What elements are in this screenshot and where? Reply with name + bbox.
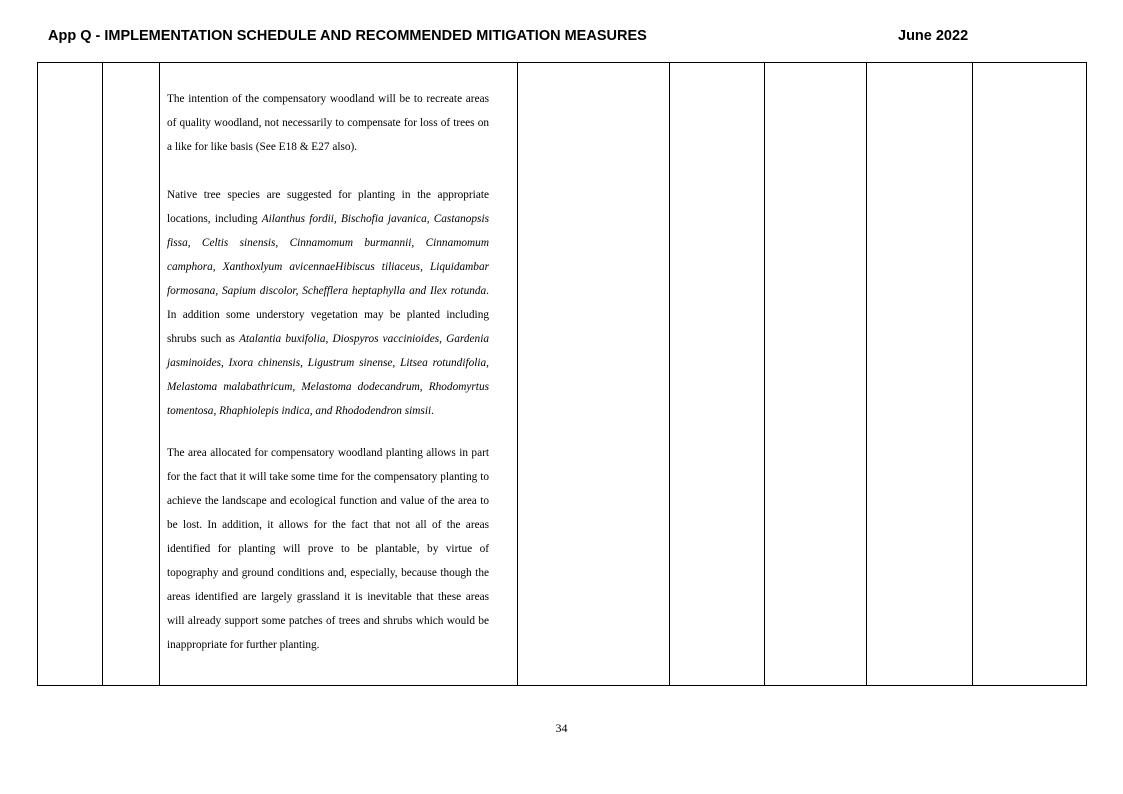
page-number: 34	[555, 721, 568, 735]
table-column-divider	[159, 62, 160, 686]
mitigation-measure-cell	[167, 87, 489, 657]
native-species-text: Native tree species are suggested for planting in the appropriate locations, including	[167, 189, 489, 225]
compensatory-woodland-paragraph: The intention of the compensatory woodland will be to recreate areas of quality woodland, not necessarily to compensate for loss of trees on a like for like basis (See E18 & E27 also).	[167, 93, 489, 153]
table-column-divider	[972, 62, 973, 686]
table-column-divider	[102, 62, 103, 686]
native-species-paragraph	[167, 183, 489, 423]
shrub-species-list: Atalantia buxifolia, Diospyros vaccinioides, Gardenia jasminoides, Ixora chinensis, Ligustrum sinense, Litsea rotundifolia, Melastoma malabathricum, Melastoma dodecandrum, Rhodomyrtus tomentosa, Rhaphiolepis indica, and Rhododendron simsii	[167, 333, 489, 417]
table-column-divider	[669, 62, 670, 686]
document-title: App Q - IMPLEMENTATION SCHEDULE AND RECOMMENDED MITIGATION MEASURES	[48, 28, 647, 44]
sentence-end: .	[431, 405, 434, 417]
table-column-divider	[764, 62, 765, 686]
tree-species-list: Ailanthus fordii, Bischofia javanica, Castanopsis fissa, Celtis sinensis, Cinnamomum burmannii, Cinnamomum camphora, Xanthoxlyum avicennaeHibiscus tiliaceus, Liquidambar formosana, Sapium discolor, Schefflera heptaphylla and Ilex rotunda	[167, 213, 489, 297]
document-date: June 2022	[898, 28, 969, 44]
planting-area-paragraph: The area allocated for compensatory woodland planting allows in part for the fact that it will take some time for the compensatory planting to achieve the landscape and ecological function and value of the area to be lost. In addition, it allows for the fact that not all of the areas identified for planting will prove to be plantable, by virtue of topography and ground conditions and, especially, because though the areas identified are largely grassland it is inevitable that these areas will already support some patches of trees and shrubs which would be inappropriate for further planting.	[167, 447, 489, 651]
table-column-divider	[866, 62, 867, 686]
understory-text: . In addition some understory vegetation may be planted including shrubs such as	[167, 285, 489, 345]
table-column-divider	[517, 62, 518, 686]
